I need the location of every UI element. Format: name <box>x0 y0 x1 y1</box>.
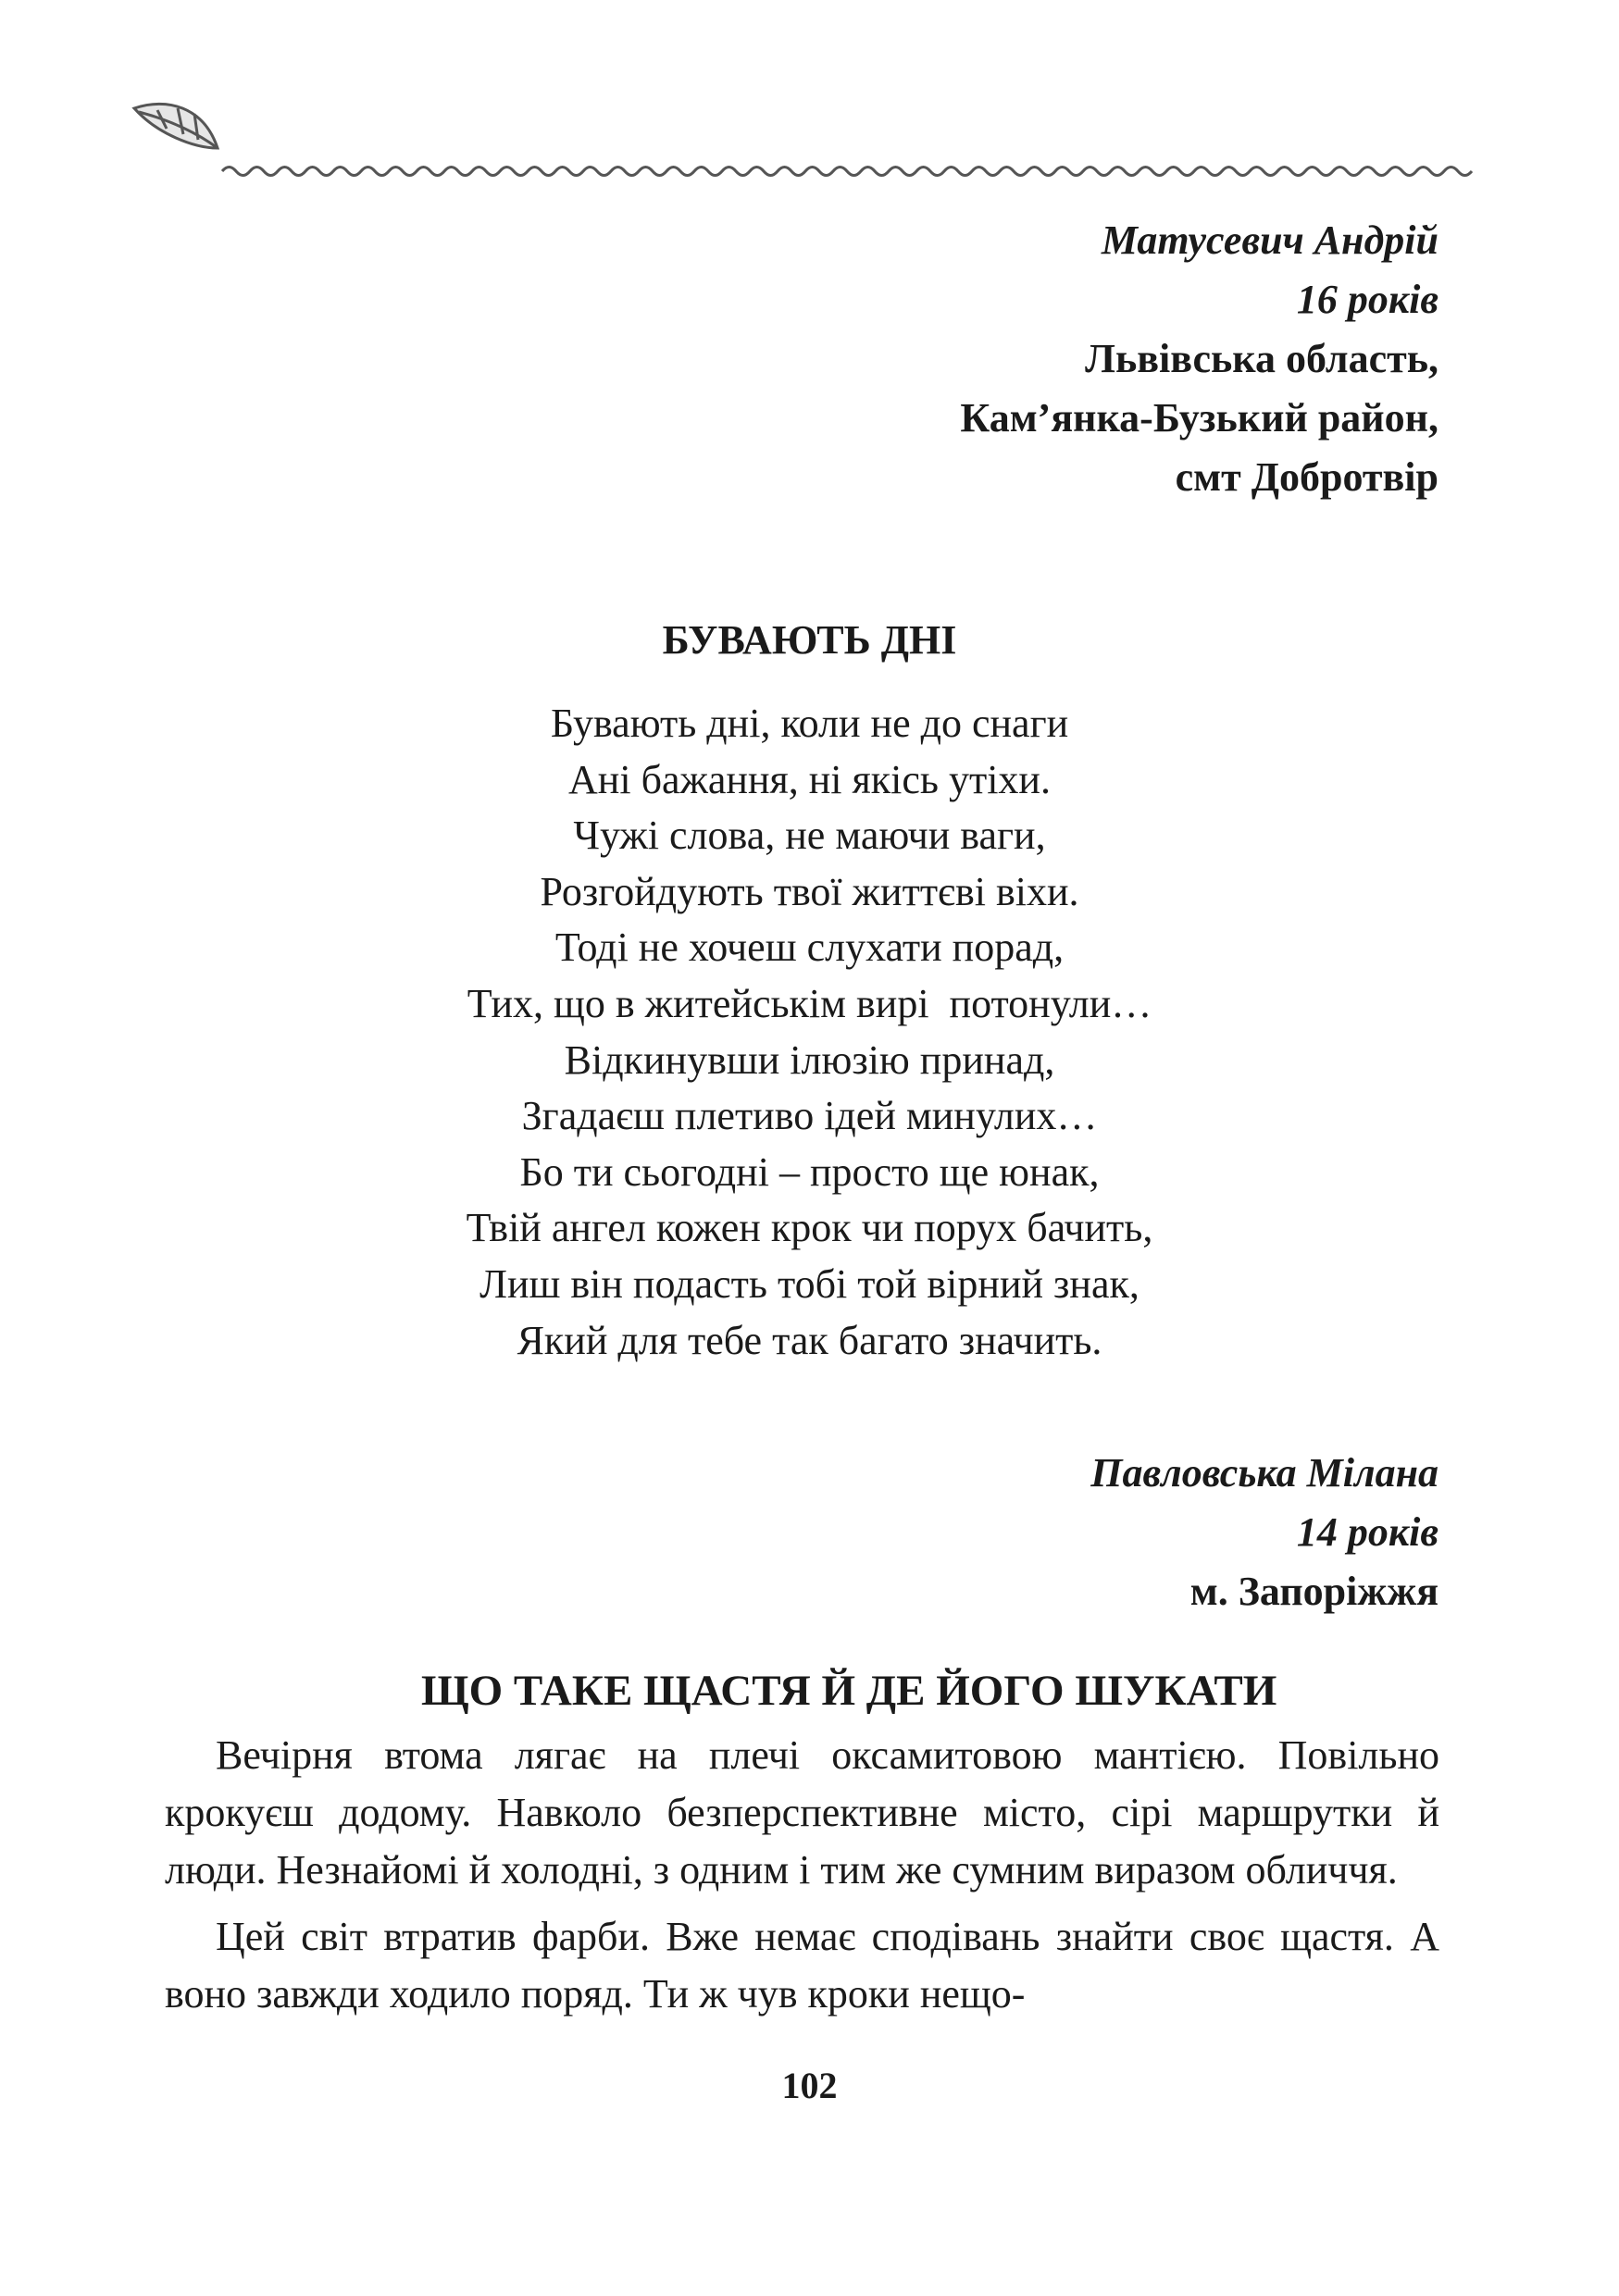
poem-line: Який для тебе так багато значить. <box>517 1317 1102 1363</box>
author-block-1 <box>420 211 1438 507</box>
poem-line: Розгойдують твої життєві віхи. <box>540 868 1079 914</box>
essay-paragraph: Вечірня втома лягає на плечі оксамитовою мантією. Повільно крокуєш додому. Навколо безперспективне місто, сірі маршрутки й люди. Незнайомі й холодні, з одним і тим же сумним виразом обличчя. <box>165 1732 1439 1893</box>
poem-line: Тих, що в житейськім вирі потонули… <box>467 980 1152 1026</box>
author-age: 16 років <box>1296 277 1438 322</box>
essay-body <box>165 1727 1439 2032</box>
feather-wave-ornament-icon <box>130 97 1481 199</box>
author-location-line: м. Запоріжжя <box>1189 1569 1438 1614</box>
author-location-line: Львівська область, <box>1085 336 1438 381</box>
poem-line: Чужі слова, не маючи ваги, <box>573 813 1046 859</box>
author-name: Павловська Мілана <box>1090 1450 1438 1496</box>
page-number: 102 <box>781 2065 838 2106</box>
author-location-line: смт Добротвір <box>1175 454 1438 500</box>
poem-line: Бо ти сьогодні – просто ще юнак, <box>519 1148 1100 1195</box>
poem-title: БУВАЮТЬ ДНІ <box>662 617 957 663</box>
author-block-2 <box>420 1444 1438 1621</box>
essay-paragraph: Цей світ втратив фарби. Вже немає сподівань знайти своє щастя. А воно завжди ходило поряд. Ти ж чув кроки нещо- <box>165 1914 1439 2017</box>
essay-title: ЩО ТАКЕ ЩАСТЯ Й ДЕ ЙОГО ШУКАТИ <box>421 1667 1277 1715</box>
author-age: 14 років <box>1296 1509 1438 1555</box>
poem-line: Лиш він подасть тобі той вірний знак, <box>479 1260 1140 1307</box>
poem-line: Згадаєш плетиво ідей минулих… <box>521 1093 1098 1139</box>
poem-line: Ані бажання, ні якісь утіхи. <box>568 756 1051 802</box>
poem-line: Твій ангел кожен крок чи порух бачить, <box>466 1205 1153 1251</box>
author-location-line: Кам’янка-Бузький район, <box>960 395 1438 441</box>
poem-body <box>0 696 1619 1369</box>
poem-line: Відкинувши ілюзію принад, <box>564 1036 1055 1083</box>
author-name: Матусевич Андрій <box>1101 217 1438 263</box>
poem-line: Бувають дні, коли не до снаги <box>550 701 1069 746</box>
poem-line: Тоді не хочеш слухати порад, <box>554 925 1065 971</box>
